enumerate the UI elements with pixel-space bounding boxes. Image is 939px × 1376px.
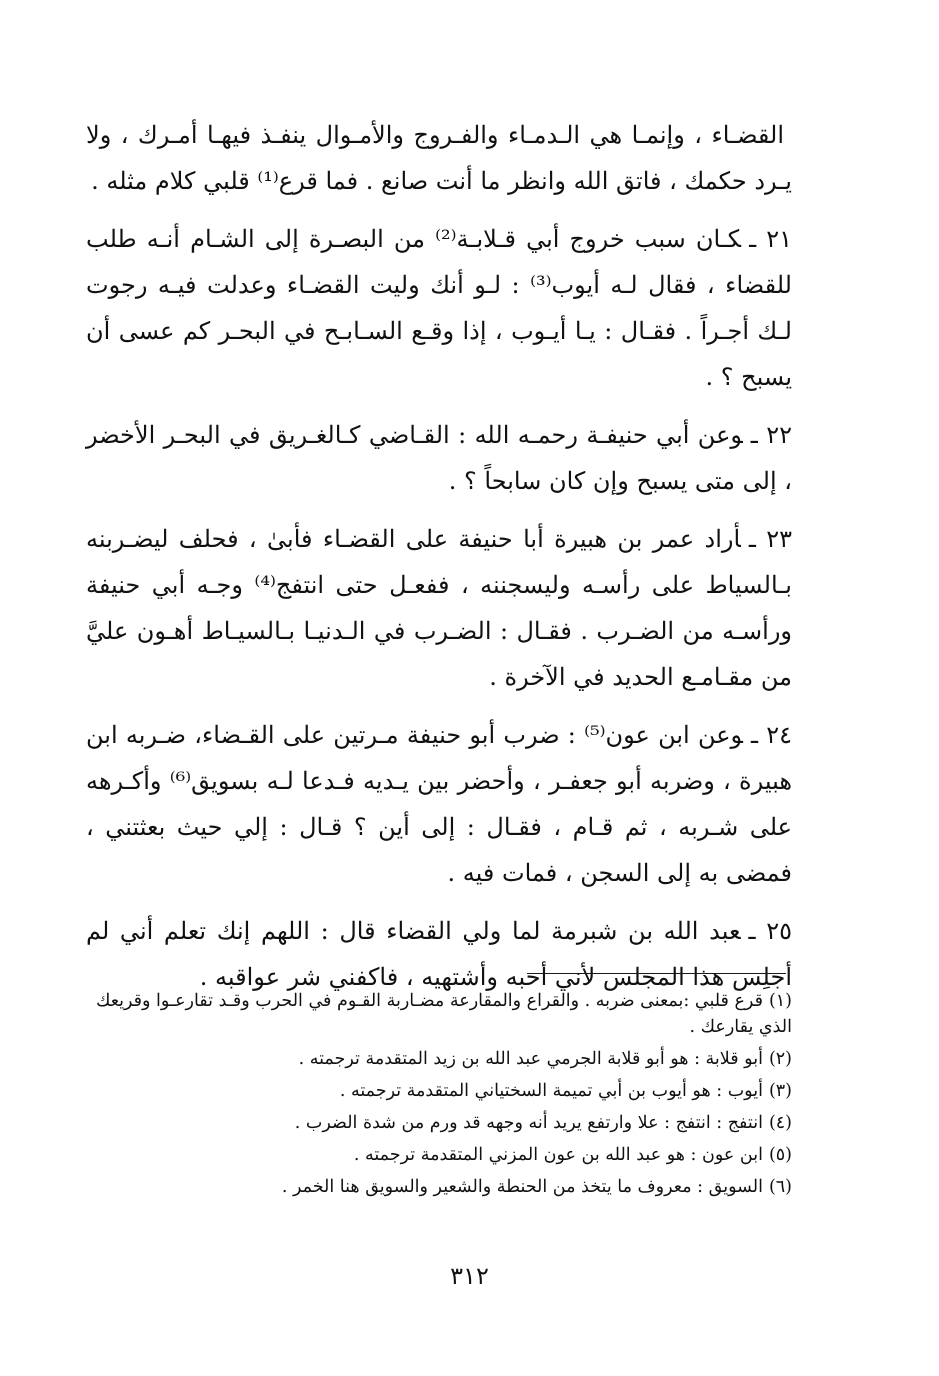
- footnote-item: [86, 1174, 792, 1200]
- footnote-item: [86, 1110, 792, 1136]
- footnote-divider: [527, 973, 786, 974]
- paragraph-24: [86, 712, 792, 896]
- paragraph-continuation: [86, 112, 792, 204]
- footnote-number: (١): [768, 991, 792, 1011]
- paragraph-text: كـان سبب خروج أبي قـلابـة⁽²⁾ من البصـرة إلى الشـام أنـه طلب للقضاء ، فقال لـه أيوب⁽³⁾ : لـو أنك وليت القضـاء وعدلت فيـه رجوت لـك أجـراً . فقـال : يـا أيـوب ، إذا وقـع السـابـح في البحـر كم عسى أن يسبح ؟ .: [86, 225, 792, 391]
- footnote-item: [86, 1078, 792, 1104]
- page-number: ٣١٢: [450, 1262, 489, 1290]
- paragraph-number: ٢٤ ـ: [750, 721, 792, 749]
- footnote-number: (٤): [768, 1113, 792, 1133]
- footnote-text: ابن عون : هو عبد الله بن عون المزني المتقدمة ترجمته .: [353, 1145, 763, 1165]
- paragraph-text: وعن أبي حنيفـة رحمـه الله : القـاضي كـالغـريق في البحـر الأخضر ، إلى متى يسبح وإن كان سابحاً ؟ .: [86, 421, 792, 495]
- paragraph-23: [86, 516, 792, 700]
- paragraph-number: ٢١ ـ: [749, 225, 792, 253]
- footnote-number: (٥): [768, 1145, 792, 1165]
- paragraph-text: أراد عمر بن هبيرة أبا حنيفة على القضـاء فأبىٰ ، فحلف ليضـربنه بـالسياط على رأسـه وليسجننه ، ففعـل حتى انتفج⁽⁴⁾ وجـه أبي حنيفة ورأسـه من الضـرب . فقـال : الضـرب في الـدنيـا بـالسيـاط أهـون عليَّ من مقـامـع الحديد في الآخرة .: [86, 525, 792, 691]
- paragraph-25: [86, 908, 792, 1000]
- footnotes: [86, 988, 792, 1206]
- footnote-text: قرع قلبي :بمعنى ضربه . والقراع والمقارعة مضـاربة القـوم في الحرب وقـد تقارعـوا وقريعك الذي يقارعك .: [95, 991, 792, 1037]
- paragraph-text: عبد الله بن شبرمة لما ولي القضاء قال : اللهم إنك تعلم أني لم أجلِس هذا المجلس لأني أحبه وأشتهيه ، فاكفني شر عواقبه .: [86, 917, 792, 991]
- paragraph-number: ٢٣ ـ: [748, 525, 792, 553]
- footnote-item: [86, 988, 792, 1040]
- paragraph-21: [86, 216, 792, 400]
- footnote-text: أيوب : هو أيوب بن أبي تميمة السختياني المتقدمة ترجمته .: [339, 1081, 763, 1101]
- paragraph-text: القضـاء ، وإنمـا هي الـدمـاء والفـروج والأمـوال ينفـذ فيهـا أمـرك ، ولا يـرد حكمك ، فاتق الله وانظر ما أنت صانع . فما قرع⁽¹⁾ قلبي كلام مثله .: [86, 121, 792, 195]
- footnote-text: أبو قلابة : هو أبو قلابة الجرمي عبد الله بن زيد المتقدمة ترجمته .: [298, 1049, 763, 1069]
- footnote-number: (٦): [768, 1177, 792, 1197]
- paragraph-text: وعن ابن عون⁽⁵⁾ : ضرب أبو حنيفة مـرتين على القـضاء، ضـربه ابن هبيرة ، وضربه أبو جعفـر ، وأحضر بين يـديه فـدعا لـه بسويق⁽⁶⁾ وأكـرهه على شـربه ، ثم قـام ، فقـال : إلى أين ؟ قـال : إلي حيث بعثتني ، فمضى به إلى السجن ، فمات فيه .: [86, 721, 792, 887]
- footnote-item: [86, 1046, 792, 1072]
- footnote-number: (٣): [768, 1081, 792, 1101]
- paragraph-22: [86, 412, 792, 504]
- main-text: [86, 112, 792, 1012]
- footnote-number: (٢): [768, 1049, 792, 1069]
- footnote-item: [86, 1142, 792, 1168]
- paragraph-number: ٢٢ ـ: [750, 421, 792, 449]
- footnote-text: انتفج : انتفج : علا وارتفع يريد أنه وجهه قد ورم من شدة الضرب .: [294, 1113, 763, 1133]
- footnote-text: السويق : معروف ما يتخذ من الحنطة والشعير والسويق هنا الخمر .: [281, 1177, 763, 1197]
- paragraph-number: ٢٥ ـ: [748, 917, 792, 945]
